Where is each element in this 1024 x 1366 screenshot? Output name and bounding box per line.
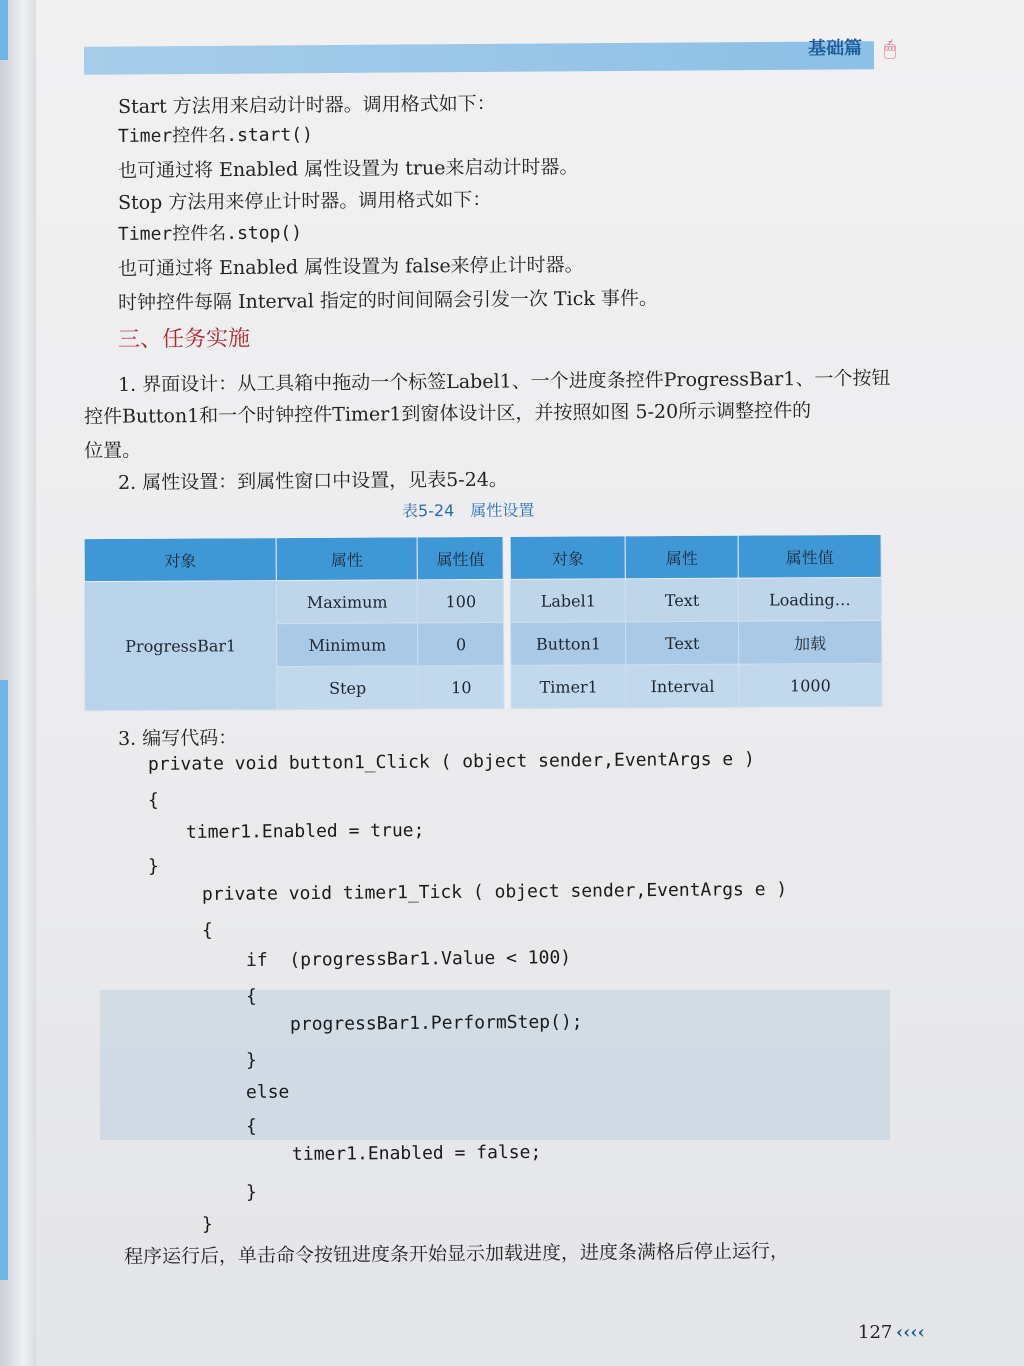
table-header-row	[84, 534, 881, 581]
code-line: }	[245, 1049, 257, 1071]
table-row	[84, 577, 881, 624]
code-line: progressBar1.PerformStep();	[289, 1011, 583, 1035]
intro-line: 也可通过将 Enabled 属性设置为 false来停止计时器。	[117, 253, 584, 280]
intro-line: Start 方法用来启动计时器。调用格式如下：	[117, 92, 496, 118]
table-cell: Loading…	[738, 577, 881, 621]
table-cell: Interval	[626, 664, 739, 708]
code-line: else	[245, 1081, 290, 1103]
step-1-text: 1. 界面设计：从工具箱中拖动一个标签Label1、一个进度条控件ProgressBar1、一个按钮	[117, 367, 891, 396]
table-cell: 加载	[739, 620, 882, 664]
section-title: 三、任务实施	[117, 326, 251, 353]
closing-text: 程序运行后，单击命令按钮进度条开始显示加载进度，进度条满格后停止运行，	[123, 1240, 790, 1268]
table-cell: Label1	[511, 579, 626, 623]
table-cell: Button1	[511, 622, 626, 666]
table-cell: Text	[626, 578, 739, 622]
table-header: 属性	[625, 535, 738, 579]
code-line: if (progressBar1.Value < 100)	[245, 947, 572, 971]
step-2-text: 2. 属性设置：到属性窗口中设置，见表5-24。	[117, 468, 508, 494]
code-line: private void timer1_Tick ( object sender,EventArgs e )	[201, 878, 788, 905]
table-caption: 表5-24 属性设置	[401, 500, 535, 521]
step-1-text: 控件Button1和一个时钟控件Timer1到窗体设计区，并按照如图 5-20所示调整控件的	[83, 399, 812, 428]
table-cell: Maximum	[276, 580, 417, 624]
table-cell: Timer1	[511, 665, 626, 709]
step-3-text: 3. 编写代码：	[117, 726, 238, 750]
table-cell: Text	[626, 621, 739, 665]
code-line: timer1.Enabled = true;	[185, 819, 425, 843]
spine-color-tab	[0, 0, 8, 60]
table-cell: Minimum	[277, 623, 418, 667]
table-cell-object: ProgressBar1	[84, 581, 277, 711]
code-line: {	[245, 1115, 257, 1137]
code-line: private void button1_Click ( object sender,EventArgs e )	[147, 748, 755, 775]
page-arrows-icon: ‹‹‹‹	[896, 1322, 925, 1343]
book-spine	[0, 0, 40, 1366]
table-header: 属性	[276, 537, 417, 581]
table-cell: 1000	[739, 663, 882, 707]
spine-color-tab	[0, 680, 8, 1280]
intro-line: Timer控件名.stop()	[117, 222, 303, 245]
mouse-icon: 🖱	[884, 36, 896, 60]
code-line: }	[245, 1181, 257, 1203]
code-line: timer1.Enabled = false;	[291, 1141, 542, 1165]
table-header: 对象	[84, 538, 276, 582]
code-line: {	[201, 919, 213, 941]
page-number: 127	[858, 1322, 893, 1343]
table-cell: 100	[418, 579, 504, 622]
code-line: }	[201, 1213, 213, 1235]
intro-line: 时钟控件每隔 Interval 指定的时间间隔会引发一次 Tick 事件。	[117, 287, 658, 314]
property-table	[84, 534, 883, 711]
step-1-text: 位置。	[83, 439, 142, 462]
code-line: }	[147, 855, 159, 877]
table-header: 属性值	[738, 534, 881, 578]
code-line: {	[245, 985, 257, 1007]
header-section-label: 基础篇	[807, 37, 863, 60]
table-header: 属性值	[417, 536, 503, 579]
intro-line: Timer控件名.start()	[117, 124, 313, 147]
intro-line: Stop 方法用来停止计时器。调用格式如下：	[117, 188, 492, 214]
table-cell: 0	[418, 622, 504, 665]
header-band	[84, 41, 874, 75]
table-header: 对象	[511, 536, 626, 580]
table-cell: 10	[418, 665, 504, 708]
code-line: {	[147, 789, 159, 811]
intro-line: 也可通过将 Enabled 属性设置为 true来启动计时器。	[117, 155, 579, 182]
table-cell: Step	[277, 666, 418, 710]
